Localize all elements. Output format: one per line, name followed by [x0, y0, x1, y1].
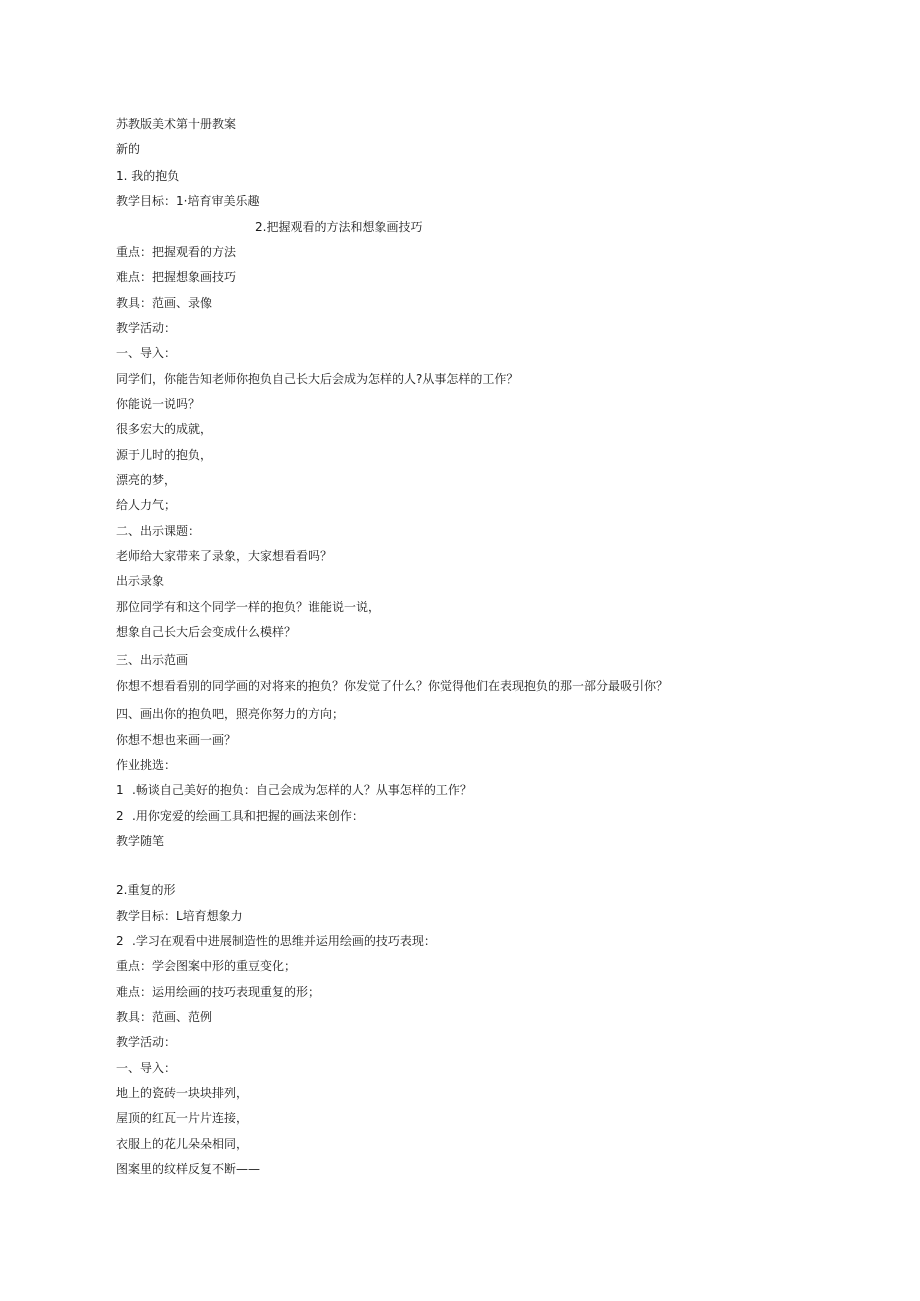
lesson2-paragraph: 衣服上的花儿朵朵相同，	[116, 1137, 249, 1151]
lesson2-part1: 一、导入：	[116, 1061, 177, 1075]
lesson2-objective-2	[116, 933, 436, 949]
lesson2-difficulty: 难点：运用绘画的技巧表现重复的形；	[116, 985, 321, 999]
list-text: .学习在观看中进展制造性的思维并运用绘画的技巧表现：	[132, 934, 436, 948]
lesson2-objective-1: 教学目标：L培育想象力	[116, 909, 243, 923]
lesson1-notes: 教学随笔	[116, 834, 165, 848]
lesson1-part1: 一、导入：	[116, 346, 177, 360]
lesson2-key-point: 重点：学会图案中形的重豆变化；	[116, 959, 297, 973]
list-text: .用你宠爱的绘画工具和把握的画法来创作：	[132, 809, 364, 823]
lesson1-paragraph: 同学们，你能告知老师你抱负自己长大后会成为怎样的人?从事怎样的工作？	[116, 372, 519, 386]
lesson2-activities: 教学活动：	[116, 1035, 177, 1049]
lesson2-heading: 2.重复的形	[116, 883, 176, 897]
lesson1-paragraph: 你想不想看看别的同学画的对将来的抱负？你发觉了什么？你觉得他们在表现抱负的那一部分最吸引你？	[116, 679, 669, 693]
lesson1-part4: 四、画出你的抱负吧，照亮你努力的方向；	[116, 707, 345, 721]
lesson1-tools: 教具：范画、录像	[116, 296, 213, 310]
lesson1-part3: 三、出示范画	[116, 653, 189, 667]
lesson1-difficulty: 难点：把握想象画技巧	[116, 270, 237, 284]
lesson1-homework-item	[116, 782, 472, 798]
lesson1-part2: 二、出示课题：	[116, 524, 201, 538]
lesson1-paragraph: 源于儿时的抱负，	[116, 448, 213, 462]
lesson1-paragraph: 老师给大家带来了录象，大家想看看吗？	[116, 549, 333, 563]
lesson1-paragraph: 很多宏大的成就，	[116, 422, 213, 436]
lesson1-paragraph: 你想不想也来画一画？	[116, 733, 237, 747]
lesson1-paragraph: 给人力气；	[116, 498, 177, 512]
lesson1-paragraph: 出示录象	[116, 574, 165, 588]
lesson2-tools: 教具：范画、范例	[116, 1010, 213, 1024]
lesson1-heading: 1. 我的抱负	[116, 169, 180, 183]
lesson1-objective-1: 教学目标：1·培育审美乐趣	[116, 194, 260, 208]
list-number: 2	[116, 809, 124, 823]
lesson1-homework-item	[116, 808, 364, 824]
list-number: 1	[116, 783, 124, 797]
list-text: .畅谈自己美好的抱负：自己会成为怎样的人？从事怎样的工作？	[132, 783, 472, 797]
lesson1-key-point: 重点：把握观看的方法	[116, 245, 237, 259]
lesson1-activities: 教学活动：	[116, 321, 177, 335]
document-subtitle: 新的	[116, 142, 141, 156]
lesson1-paragraph: 那位同学有和这个同学一样的抱负？谁能说一说，	[116, 600, 381, 614]
lesson1-paragraph: 你能说一说吗？	[116, 397, 201, 411]
lesson2-paragraph: 屋顶的红瓦一片片连接，	[116, 1111, 249, 1125]
lesson1-paragraph: 漂亮的梦，	[116, 473, 177, 487]
list-number: 2	[116, 934, 124, 948]
lesson1-homework-heading: 作业挑选：	[116, 758, 177, 772]
lesson2-paragraph: 地上的瓷砖一块块排列，	[116, 1086, 249, 1100]
lesson1-objective-2: 2.把握观看的方法和想象画技巧	[255, 220, 423, 234]
document-title: 苏教版美术第十册教案	[116, 117, 237, 131]
lesson1-paragraph: 想象自己长大后会变成什么模样？	[116, 625, 297, 639]
lesson2-paragraph: 图案里的纹样反复不断——	[116, 1162, 261, 1176]
